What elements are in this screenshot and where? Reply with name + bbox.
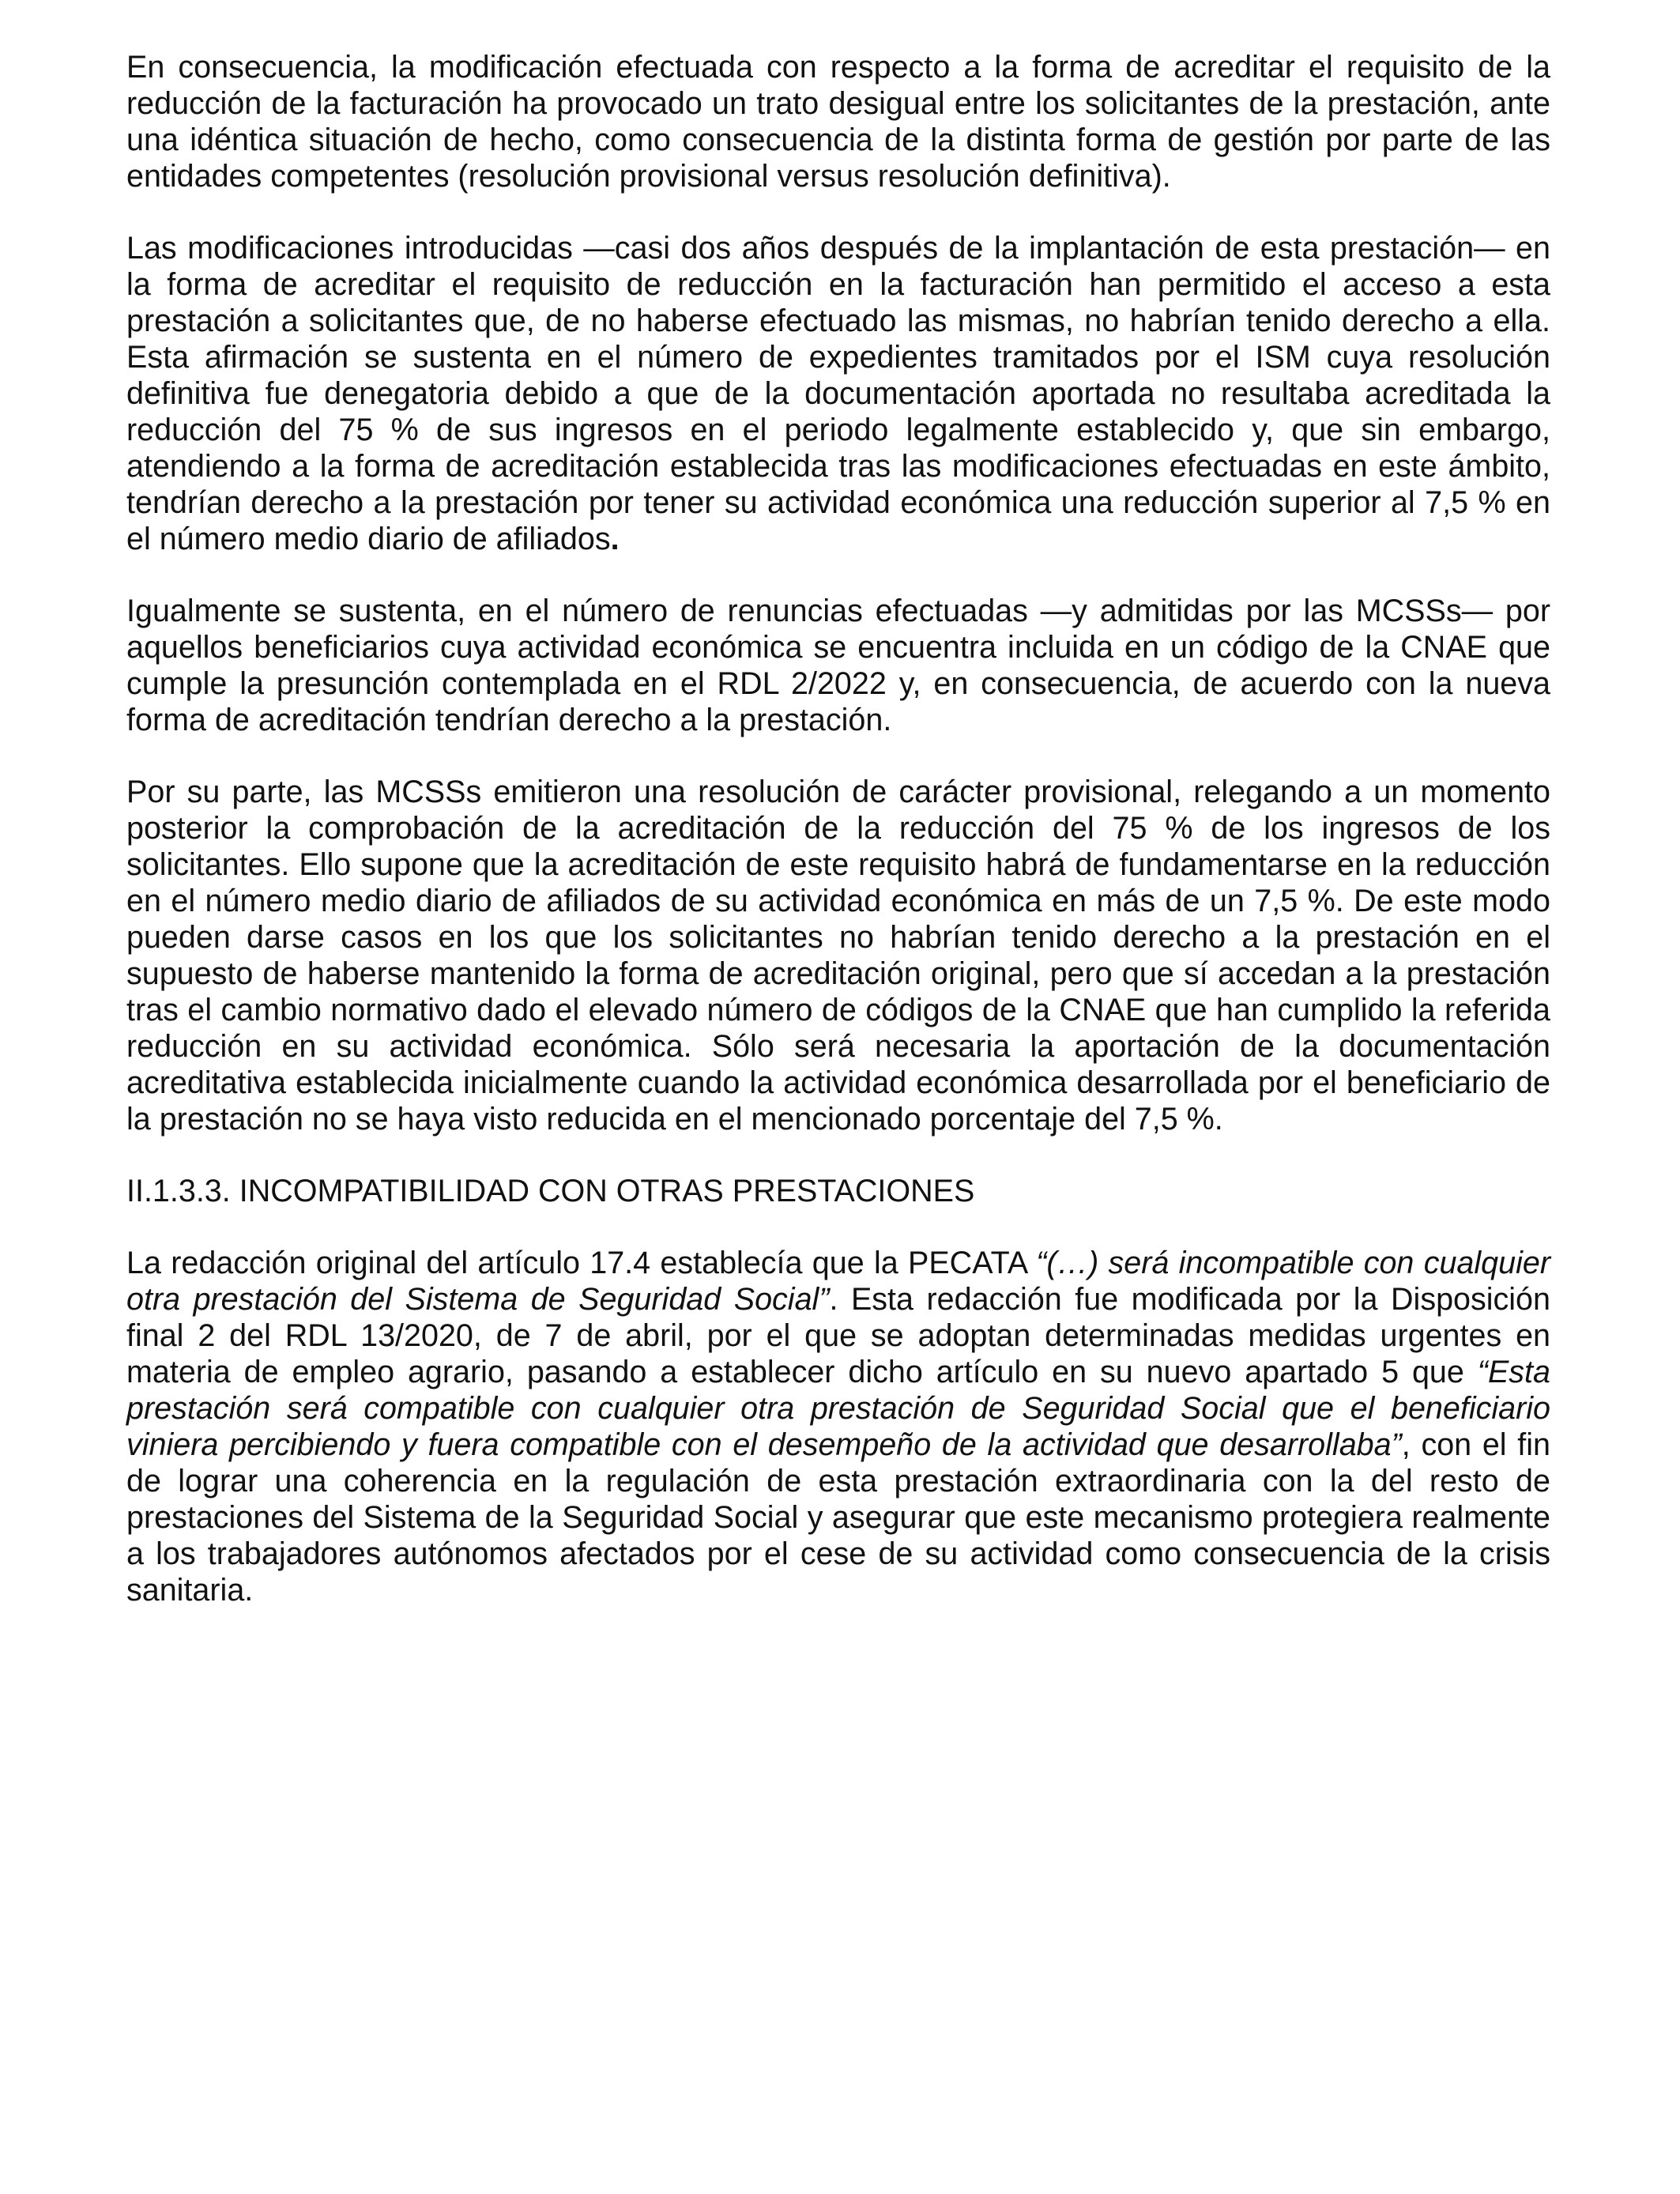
paragraph-2-period: . [610, 522, 620, 556]
paragraph-5-part-1: La redacción original del artículo 17.4 establecía que la PECATA [126, 1246, 1037, 1280]
paragraph-5-part-2: . Esta redacción fue modificada por la Disposición final 2 del RDL 13/2020, de 7 de abril, por el que se adoptan determinadas medidas urgentes en materia de empleo agrario, pasando a establecer dicho artículo en su nuevo apartado 5 que [126, 1282, 1550, 1389]
paragraph-5-quote-1: “(…) será incompatible con cualquier otra prestación del Sistema de Seguridad Social” [126, 1246, 1550, 1317]
section-heading: II.1.3.3. INCOMPATIBILIDAD CON OTRAS PRESTACIONES [126, 1174, 975, 1208]
paragraph-2 [126, 230, 1550, 557]
paragraph-5-part-3: , con el fin de lograr una coherencia en la regulación de esta prestación extraordinaria con la del resto de prestaciones del Sistema de la Seguridad Social y asegurar que este mecanismo protegiera realmente a los trabajadores autónomos afectados por el cese de su actividad como consecuencia de la crisis sanitaria. [126, 1427, 1551, 1608]
paragraph-2-text: Las modificaciones introducidas —casi dos años después de la implantación de esta prestación— en la forma de acreditar el requisito de reducción en la facturación han permitido el acceso a esta prestación a solicitantes que, de no haberse efectuado las mismas, no habrían tenido derecho a ella. Esta afirmación se sustenta en el número de expedientes tramitados por el ISM cuya resolución definitiva fue denegatoria debido a que de la documentación aportada no resultaba acreditada la reducción del 75 % de sus ingresos en el periodo legalmente establecido y, que sin embargo, atendiendo a la forma de acreditación establecida tras las modificaciones efectuadas en este ámbito, tendrían derecho a la prestación por tener su actividad económica una reducción superior al 7,5 % en el número medio diario de afiliados [126, 231, 1550, 556]
paragraph-5-quote-2: “Esta prestación será compatible con cualquier otra prestación de Seguridad Social que el beneficiario viniera percibiendo y fuera compatible con el desempeño de la actividad que desarrollaba” [126, 1355, 1550, 1462]
paragraph-3: Igualmente se sustenta, en el número de renuncias efectuadas —y admitidas por las MCSSs— por aquellos beneficiarios cuya actividad económica se encuentra incluida en un código de la CNAE que cumple la presunción contemplada en el RDL 2/2022 y, en consecuencia, de acuerdo con la nueva forma de acreditación tendrían derecho a la prestación. [126, 594, 1550, 737]
paragraph-4: Por su parte, las MCSSs emitieron una resolución de carácter provisional, relegando a un momento posterior la comprobación de la acreditación de la reducción del 75 % de los ingresos de los solicitantes. Ello supone que la acreditación de este requisito habrá de fundamentarse en la reducción en el número medio diario de afiliados de su actividad económica en más de un 7,5 %. De este modo pueden darse casos en los que los solicitantes no habrían tenido derecho a la prestación en el supuesto de haberse mantenido la forma de acreditación original, pero que sí accedan a la prestación tras el cambio normativo dado el elevado número de códigos de la CNAE que han cumplido la referida reducción en su actividad económica. Sólo será necesaria la aportación de la documentación acreditativa establecida inicialmente cuando la actividad económica desarrollada por el beneficiario de la prestación no se haya visto reducida en el mencionado porcentaje del 7,5 %. [126, 775, 1550, 1137]
document-page [126, 49, 1550, 1644]
paragraph-5 [126, 1245, 1550, 1608]
paragraph-1: En consecuencia, la modificación efectuada con respecto a la forma de acreditar el requisito de la reducción de la facturación ha provocado un trato desigual entre los solicitantes de la prestación, ante una idéntica situación de hecho, como consecuencia de la distinta forma de gestión por parte de las entidades competentes (resolución provisional versus resolución definitiva). [126, 50, 1550, 194]
